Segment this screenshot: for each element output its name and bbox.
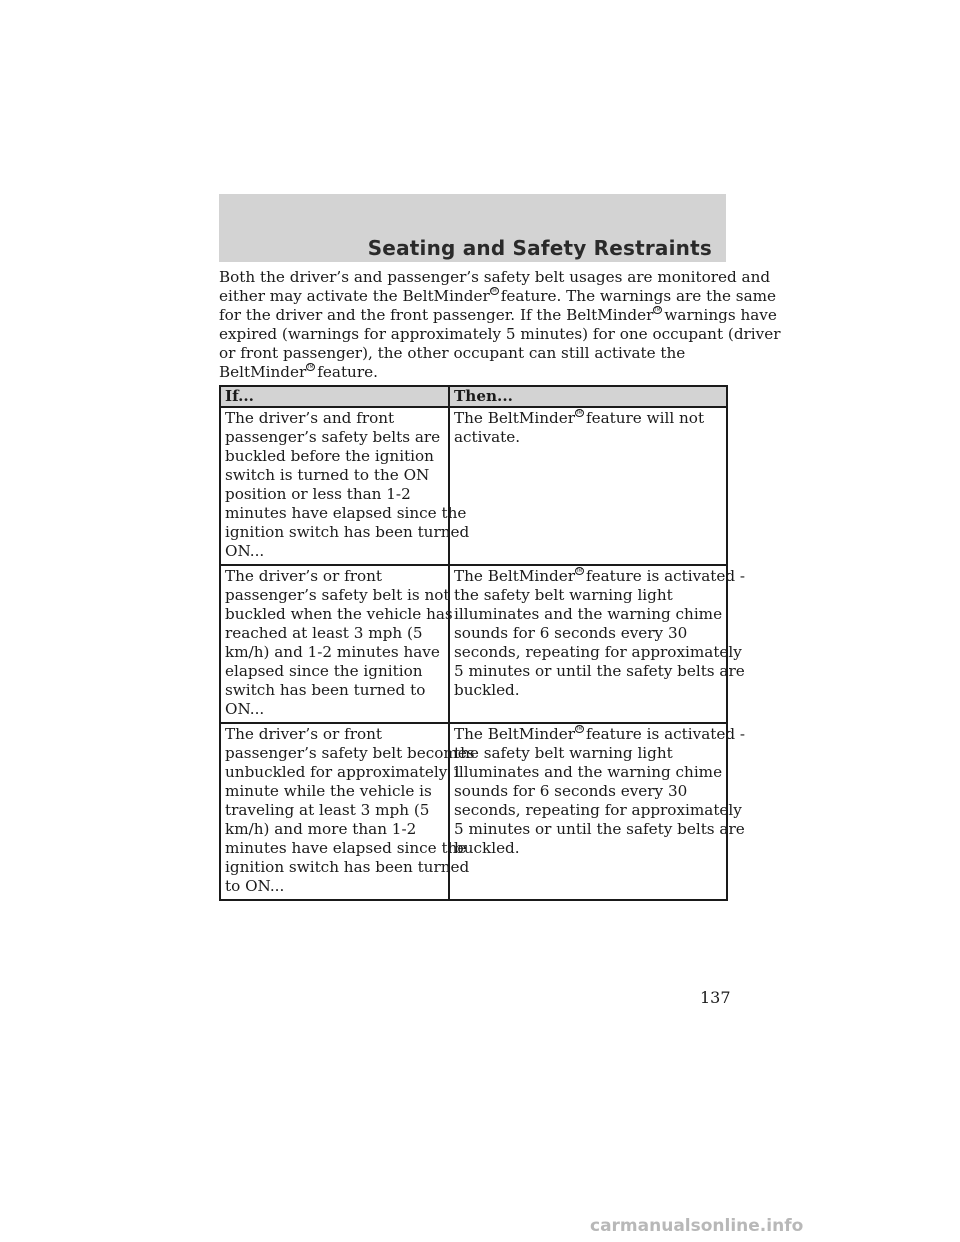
condition-line: passenger’s safety belt becomes [225,744,475,762]
table-header-row [220,386,727,407]
condition-line: switch is turned to the ON [225,466,430,484]
result-prefix: The BeltMinder [454,725,575,743]
result-line [454,725,746,744]
intro-text: warnings have [664,306,777,324]
beltminder-conditions-table [219,385,746,901]
result-prefix: The BeltMinder [454,409,575,427]
result-line: seconds, repeating for approximately [454,643,742,661]
intro-text: BeltMinder [219,363,307,381]
result-line [454,567,746,586]
condition-line: buckled when the vehicle has [225,605,453,623]
condition-line: buckled before the ignition [225,447,434,465]
intro-paragraph [219,268,781,382]
intro-line [219,268,771,287]
trademark-icon [575,725,585,734]
result-line: 5 minutes or until the safety belts are [454,662,745,680]
result-prefix: The BeltMinder [454,567,575,585]
condition-line: minutes have elapsed since the [225,839,467,857]
trademark-icon [575,567,585,576]
condition-line: ON... [225,700,265,718]
condition-line: km/h) and more than 1-2 [225,820,417,838]
result-cell [449,565,746,723]
page-number: 137 [700,988,731,1007]
condition-line: ignition switch has been turned [225,523,470,541]
condition-line: The driver’s and front [225,409,395,427]
condition-line: The driver’s or front [225,725,382,743]
result-line [454,409,722,428]
table-row [220,565,727,723]
condition-line: elapsed since the ignition [225,662,423,680]
condition-cell [220,407,470,565]
result-text: feature is activated - [586,567,746,585]
result-line: illuminates and the warning chime [454,763,723,781]
condition-line: The driver’s or front [225,567,382,585]
intro-line [219,363,731,382]
intro-text: Both the driver’s and passenger’s safety belt usages are monitored and [219,268,771,286]
intro-text: or front passenger), the other occupant can still activate the [219,344,686,362]
intro-text: feature. [317,363,378,381]
result-cell [449,723,746,900]
result-line: sounds for 6 seconds every 30 [454,782,688,800]
condition-line: reached at least 3 mph (5 [225,624,423,642]
condition-line: minute while the vehicle is [225,782,432,800]
result-line: seconds, repeating for approximately [454,801,742,819]
condition-line: km/h) and 1-2 minutes have [225,643,440,661]
result-line: 5 minutes or until the safety belts are [454,820,745,838]
condition-line: passenger’s safety belts are [225,428,441,446]
result-cell [449,407,727,565]
intro-line [219,325,781,344]
column-header-if: If... [220,386,449,407]
intro-line [219,287,777,306]
result-line: sounds for 6 seconds every 30 [454,624,688,642]
trademark-icon [306,363,316,372]
condition-cell [220,565,453,723]
condition-line: traveling at least 3 mph (5 [225,801,430,819]
intro-line [219,344,731,363]
condition-cell [220,723,475,900]
result-text: feature is activated - [586,725,746,743]
intro-text: either may activate the BeltMinder [219,287,490,305]
result-line: activate. [454,428,521,446]
result-line: buckled. [454,681,520,699]
condition-line: unbuckled for approximately 1 [225,763,462,781]
condition-line: position or less than 1-2 [225,485,411,503]
condition-line: switch has been turned to [225,681,426,699]
section-title: Seating and Safety Restraints [367,236,712,260]
trademark-icon [653,306,663,315]
condition-line: to ON... [225,877,285,895]
condition-line: ignition switch has been turned [225,858,470,876]
trademark-icon [575,409,585,418]
result-line: buckled. [454,839,520,857]
intro-text: expired (warnings for approximately 5 minutes) for one occupant (driver [219,325,781,343]
table-row [220,723,727,900]
condition-line: minutes have elapsed since the [225,504,467,522]
trademark-icon [490,287,500,296]
condition-line: passenger’s safety belt is not [225,586,450,604]
intro-text: feature. The warnings are the same [500,287,777,305]
result-line: illuminates and the warning chime [454,605,723,623]
result-line: the safety belt warning light [454,586,673,604]
section-header-bar [219,194,726,262]
site-watermark: carmanualsonline.info [590,1216,804,1236]
table-row [220,407,727,565]
intro-text: for the driver and the front passenger. If the BeltMinder [219,306,654,324]
intro-line [219,306,777,325]
result-text: feature will not [586,409,705,427]
condition-line: ON... [225,542,265,560]
column-header-then: Then... [449,386,727,407]
result-line: the safety belt warning light [454,744,673,762]
